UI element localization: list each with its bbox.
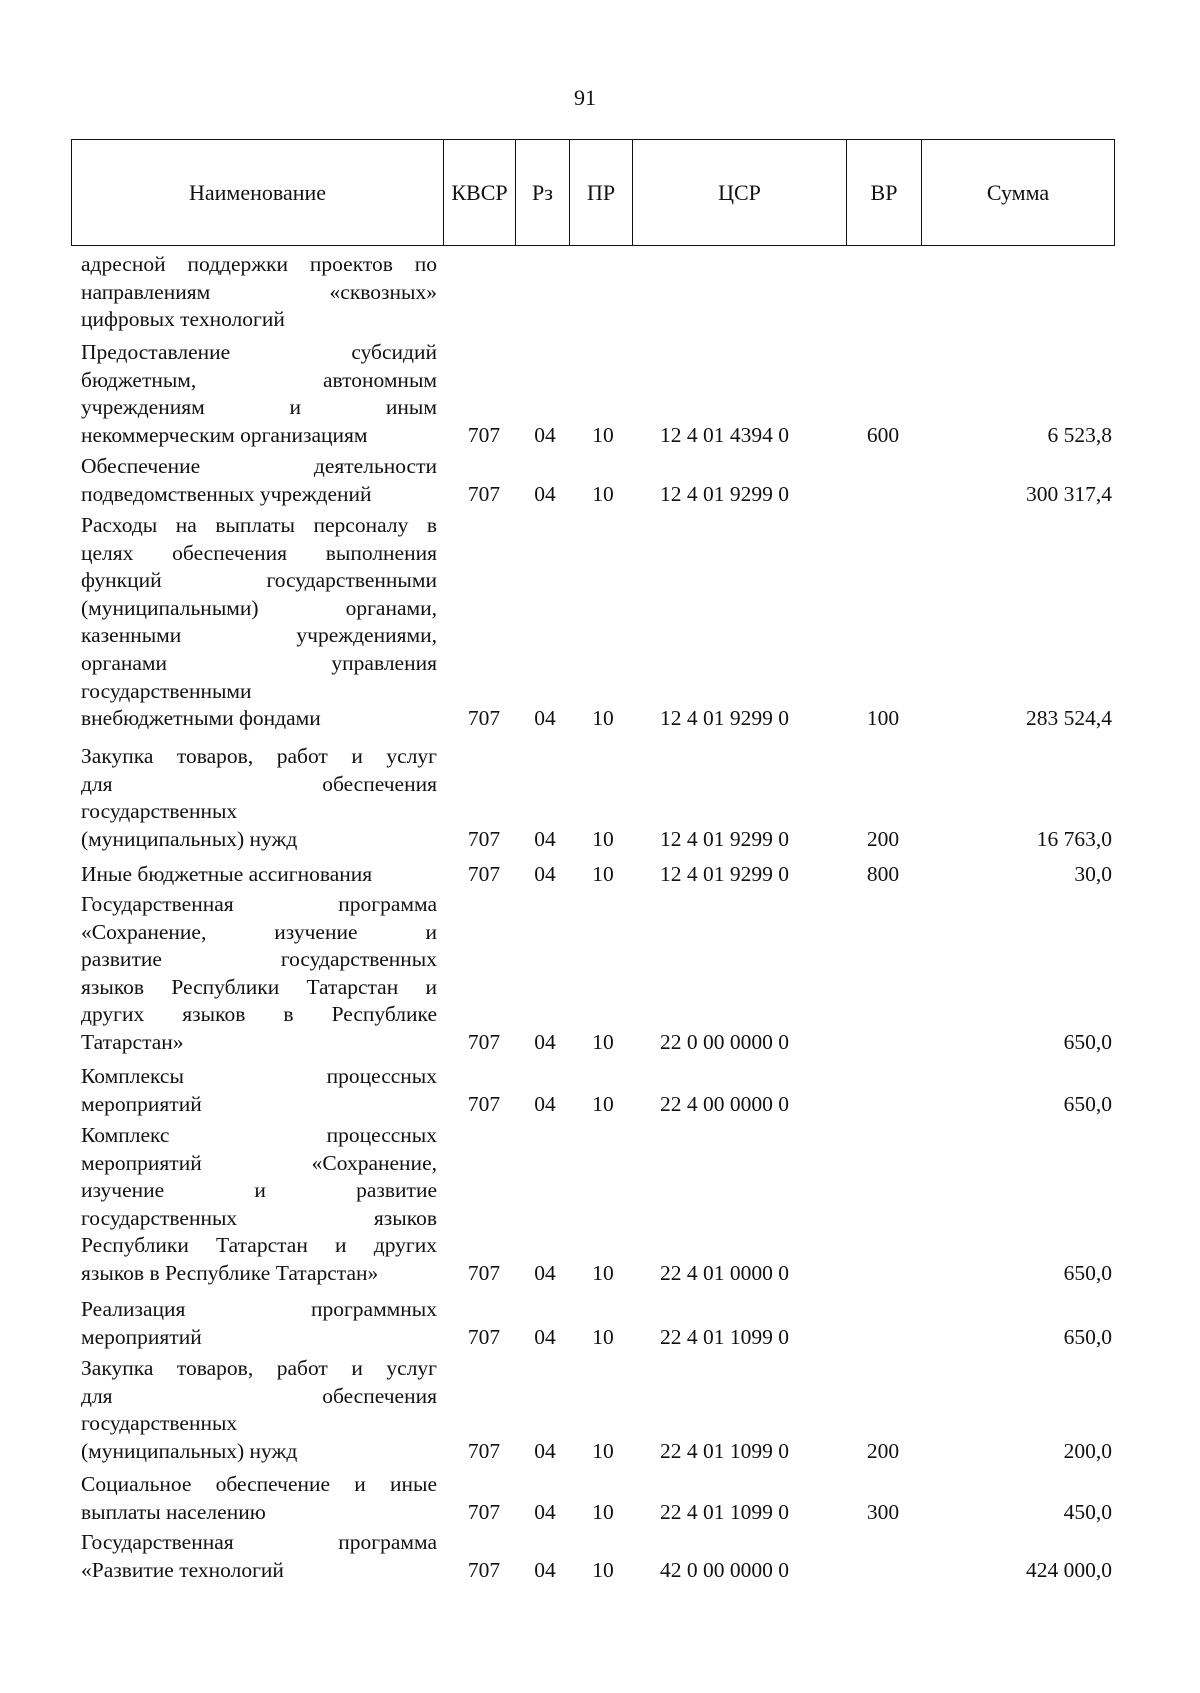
- row-name-line: адресной поддержки проектов по: [81, 252, 437, 276]
- row-name: [81, 1122, 437, 1288]
- header-name: Наименование: [188, 179, 327, 205]
- row-name-line: «Развитие технологий: [81, 1557, 284, 1582]
- kvsr-cell: 707: [467, 862, 501, 886]
- pr-cell: 10: [592, 1091, 614, 1116]
- row-name-line: (муниципальных) нужд: [81, 1438, 298, 1463]
- kvsr-cell: 707: [467, 1091, 501, 1116]
- table-row: [0, 1529, 1200, 1584]
- vr-cell: 200: [866, 826, 900, 851]
- csr-cell: 22 4 00 0000 0: [660, 1091, 789, 1116]
- row-name-line: Комплексы процессных: [81, 1064, 437, 1088]
- row-name-line: органами управления: [81, 650, 437, 675]
- csr-cell: 42 0 00 0000 0: [660, 1557, 789, 1582]
- row-name-line: (муниципальными) органами,: [81, 595, 437, 620]
- row-name: [81, 1063, 437, 1118]
- row-name-line: развитие государственных: [81, 947, 437, 972]
- header-pr: ПР: [569, 140, 632, 245]
- pr-cell: 10: [592, 862, 614, 886]
- row-name: [81, 891, 437, 1057]
- table-row: [0, 1063, 1200, 1118]
- header-kvsr: КВСР: [443, 140, 515, 245]
- row-name-line: государственных языков: [81, 1205, 437, 1230]
- rz-cell: 04: [534, 1091, 556, 1116]
- row-name-line: Иные бюджетные ассигнования: [81, 862, 373, 886]
- rz-cell: 04: [534, 1261, 556, 1285]
- csr-cell: 12 4 01 4394 0: [660, 422, 789, 447]
- sum-cell: 650,0: [1063, 1261, 1112, 1285]
- rz-cell: 04: [534, 1499, 556, 1524]
- row-name-line: функций государственными: [81, 568, 437, 593]
- row-name-line: Государственная программа: [81, 1530, 437, 1554]
- table-row: [0, 453, 1200, 508]
- pr-cell: 10: [592, 1499, 614, 1524]
- row-name: [81, 453, 437, 508]
- row-name-line: государственными: [81, 678, 252, 703]
- row-name-line: Обеспечение деятельности: [81, 454, 437, 478]
- row-name-line: изучение и развитие: [81, 1178, 437, 1203]
- pr-cell: 10: [592, 706, 614, 731]
- row-name-line: казенными учреждениями,: [81, 623, 437, 648]
- header-csr: ЦСР: [632, 140, 846, 245]
- pr-cell: 10: [592, 1261, 614, 1285]
- sum-cell: 6 523,8: [1047, 422, 1112, 447]
- row-name-line: государственных: [81, 799, 238, 824]
- row-name-line: мероприятий: [81, 1324, 202, 1349]
- csr-cell: 22 4 01 0000 0: [660, 1261, 789, 1285]
- page-number: 91: [574, 85, 596, 110]
- csr-cell: 12 4 01 9299 0: [660, 706, 789, 731]
- kvsr-cell: 707: [467, 1557, 501, 1582]
- table-row: [0, 743, 1200, 853]
- row-name-line: мероприятий «Сохранение,: [81, 1150, 437, 1175]
- csr-cell: 12 4 01 9299 0: [660, 826, 789, 851]
- row-name-line: мероприятий: [81, 1091, 202, 1116]
- table-row: [0, 1296, 1200, 1351]
- csr-cell: 22 4 01 1099 0: [660, 1324, 789, 1349]
- row-name-line: цифровых технологий: [81, 307, 285, 332]
- row-name: [81, 1529, 437, 1584]
- csr-cell: 22 4 01 1099 0: [660, 1499, 789, 1524]
- pr-cell: 10: [592, 1324, 614, 1349]
- pr-cell: 10: [592, 481, 614, 506]
- kvsr-cell: 707: [467, 826, 501, 851]
- row-name-line: Закупка товаров, работ и услуг: [81, 1356, 437, 1380]
- table-row: [0, 1471, 1200, 1526]
- header-sum: Сумма: [921, 140, 1114, 245]
- rz-cell: 04: [534, 862, 556, 886]
- sum-cell: 650,0: [1063, 1324, 1112, 1349]
- sum-cell: 650,0: [1063, 1091, 1112, 1116]
- table-row: [0, 861, 1200, 889]
- sum-cell: 16 763,0: [1036, 826, 1112, 851]
- kvsr-cell: 707: [467, 1324, 501, 1349]
- vr-cell: 800: [866, 862, 900, 886]
- rz-cell: 04: [534, 1324, 556, 1349]
- row-name: [81, 1355, 437, 1465]
- rz-cell: 04: [534, 826, 556, 851]
- csr-cell: 12 4 01 9299 0: [660, 862, 789, 886]
- rz-cell: 04: [534, 1030, 556, 1054]
- pr-cell: 10: [592, 826, 614, 851]
- csr-cell: 22 0 00 0000 0: [660, 1030, 789, 1054]
- row-name-line: Расходы на выплаты персоналу в: [81, 513, 437, 537]
- row-name: [81, 1296, 437, 1351]
- sum-cell: 283 524,4: [1026, 706, 1112, 731]
- sum-cell: 300 317,4: [1026, 481, 1112, 506]
- row-name-line: (муниципальных) нужд: [81, 826, 298, 851]
- row-name: [81, 512, 437, 733]
- row-name: [81, 861, 437, 889]
- row-name-line: для обеспечения: [81, 1383, 437, 1408]
- kvsr-cell: 707: [467, 1030, 501, 1054]
- row-name-line: внебюджетными фондами: [81, 706, 321, 731]
- row-name-line: Закупка товаров, работ и услуг: [81, 744, 437, 768]
- table-row: [0, 339, 1200, 449]
- row-name-line: языков Республики Татарстан и: [81, 974, 437, 999]
- row-name-line: бюджетным, автономным: [81, 367, 437, 392]
- kvsr-cell: 707: [467, 1261, 501, 1285]
- kvsr-cell: 707: [467, 422, 501, 447]
- row-name: [81, 1471, 437, 1526]
- row-name-line: целях обеспечения выполнения: [81, 540, 437, 565]
- vr-cell: 100: [866, 706, 900, 731]
- vr-cell: 300: [866, 1499, 900, 1524]
- row-name-line: Республики Татарстан и других: [81, 1233, 437, 1258]
- row-name-line: Комплекс процессных: [81, 1123, 437, 1147]
- row-name-line: выплаты населению: [81, 1499, 266, 1524]
- vr-cell: 200: [866, 1438, 900, 1463]
- pr-cell: 10: [592, 422, 614, 447]
- kvsr-cell: 707: [467, 481, 501, 506]
- row-name-line: учреждениям и иным: [81, 395, 437, 420]
- rz-cell: 04: [534, 422, 556, 447]
- kvsr-cell: 707: [467, 1438, 501, 1463]
- row-name-line: подведомственных учреждений: [81, 481, 372, 506]
- pr-cell: 10: [592, 1438, 614, 1463]
- row-name-line: некоммерческим организациям: [81, 422, 368, 447]
- rz-cell: 04: [534, 481, 556, 506]
- rz-cell: 04: [534, 1438, 556, 1463]
- csr-cell: 22 4 01 1099 0: [660, 1438, 789, 1463]
- row-name-line: Предоставление субсидий: [81, 340, 437, 364]
- sum-cell: 424 000,0: [1026, 1557, 1112, 1582]
- table-row: [0, 1122, 1200, 1288]
- row-name-line: Реализация программных: [81, 1297, 437, 1321]
- row-name-line: для обеспечения: [81, 771, 437, 796]
- csr-cell: 12 4 01 9299 0: [660, 481, 789, 506]
- row-name-line: Татарстан»: [81, 1029, 184, 1054]
- pr-cell: 10: [592, 1030, 614, 1054]
- row-name-line: Государственная программа: [81, 892, 437, 916]
- rz-cell: 04: [534, 706, 556, 731]
- row-name-line: Социальное обеспечение и иные: [81, 1472, 437, 1496]
- row-name-line: других языков в Республике: [81, 1002, 437, 1027]
- sum-cell: 650,0: [1063, 1030, 1112, 1054]
- pr-cell: 10: [592, 1557, 614, 1582]
- row-name-line: языков в Республике Татарстан»: [81, 1260, 379, 1285]
- row-name-line: «Сохранение, изучение и: [81, 919, 437, 944]
- row-name: [81, 339, 437, 449]
- row-name-line: направлениям «сквозных»: [81, 279, 437, 304]
- kvsr-cell: 707: [467, 1499, 501, 1524]
- header-vr: ВР: [846, 140, 921, 245]
- row-name: [81, 743, 437, 853]
- row-name-line: государственных: [81, 1411, 238, 1436]
- table-row: [0, 251, 1200, 334]
- sum-cell: 30,0: [1074, 862, 1112, 886]
- row-name: [81, 251, 437, 334]
- rz-cell: 04: [534, 1557, 556, 1582]
- sum-cell: 200,0: [1063, 1438, 1112, 1463]
- table-row: [0, 512, 1200, 733]
- kvsr-cell: 707: [467, 706, 501, 731]
- table-row: [0, 891, 1200, 1057]
- vr-cell: 600: [866, 422, 900, 447]
- table-row: [0, 1355, 1200, 1465]
- sum-cell: 450,0: [1063, 1499, 1112, 1524]
- header-rz: Рз: [515, 140, 569, 245]
